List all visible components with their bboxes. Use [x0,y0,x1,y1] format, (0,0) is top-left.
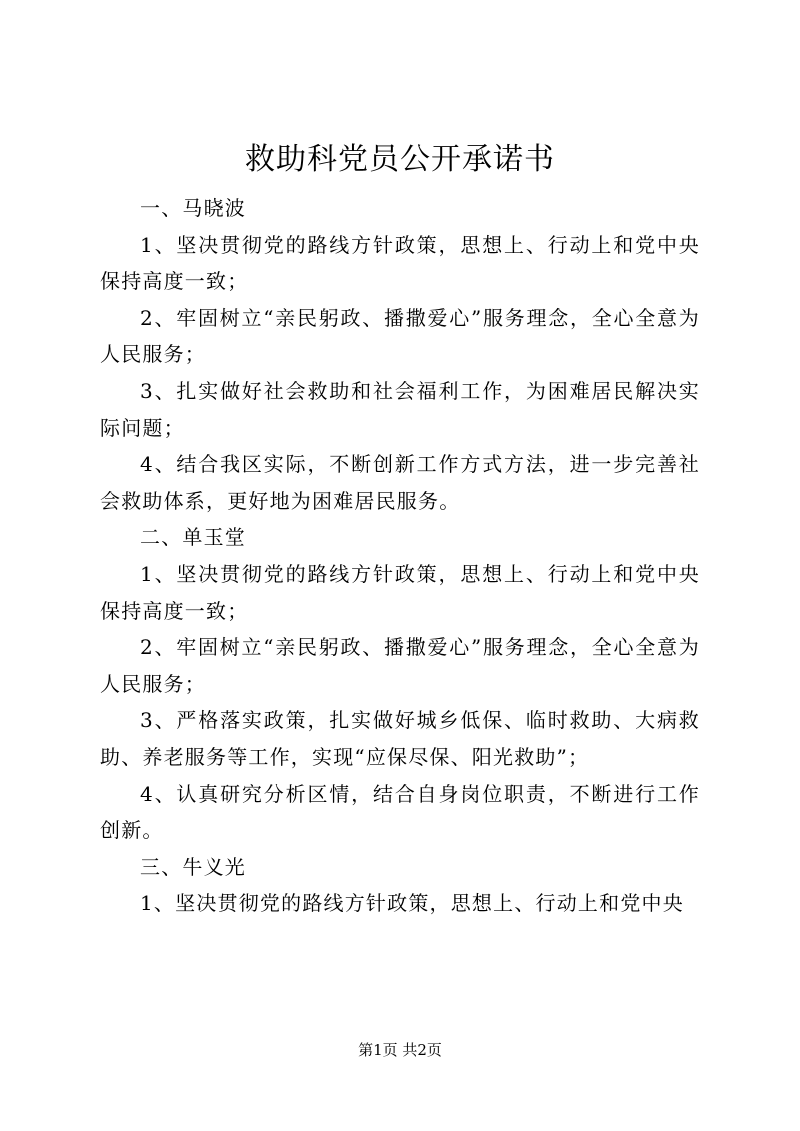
commitment-item: 2、牢固树立“亲民躬政、播撒爱心”服务理念，全心全意为人民服务； [100,305,700,367]
commitment-item: 3、扎实做好社会救助和社会福利工作，为困难居民解决实际问题； [100,378,700,440]
section-heading-2: 二、单玉堂 [140,525,246,550]
commitment-item: 1、坚决贯彻党的路线方针政策，思想上、行动上和党中央保持高度一致； [100,561,700,623]
commitment-item: 4、结合我区实际，不断创新工作方式方法，进一步完善社会救助体系，更好地为困难居民服务。 [100,452,700,513]
commitment-item: 1、坚决贯彻党的路线方针政策，思想上、行动上和党中央保持高度一致； [100,232,700,294]
page-number-footer: 第1页 共2页 [358,1041,442,1059]
document-body [100,190,700,922]
commitment-item: 1、坚决贯彻党的路线方针政策，思想上、行动上和党中央 [140,891,684,916]
commitment-item: 2、牢固树立“亲民躬政、播撒爱心”服务理念，全心全意为人民服务； [100,635,700,696]
document-title: 救助科党员公开承诺书 [245,142,555,177]
commitment-item: 3、严格落实政策，扎实做好城乡低保、临时救助、大病救助、养老服务等工作，实现“应保尽保、阳光救助”； [100,708,700,769]
section-heading-1: 一、马晓波 [140,196,246,220]
commitment-item: 4、认真研究分析区情，结合自身岗位职责，不断进行工作创新。 [100,781,700,843]
section-heading-3: 三、牛义光 [140,854,246,879]
